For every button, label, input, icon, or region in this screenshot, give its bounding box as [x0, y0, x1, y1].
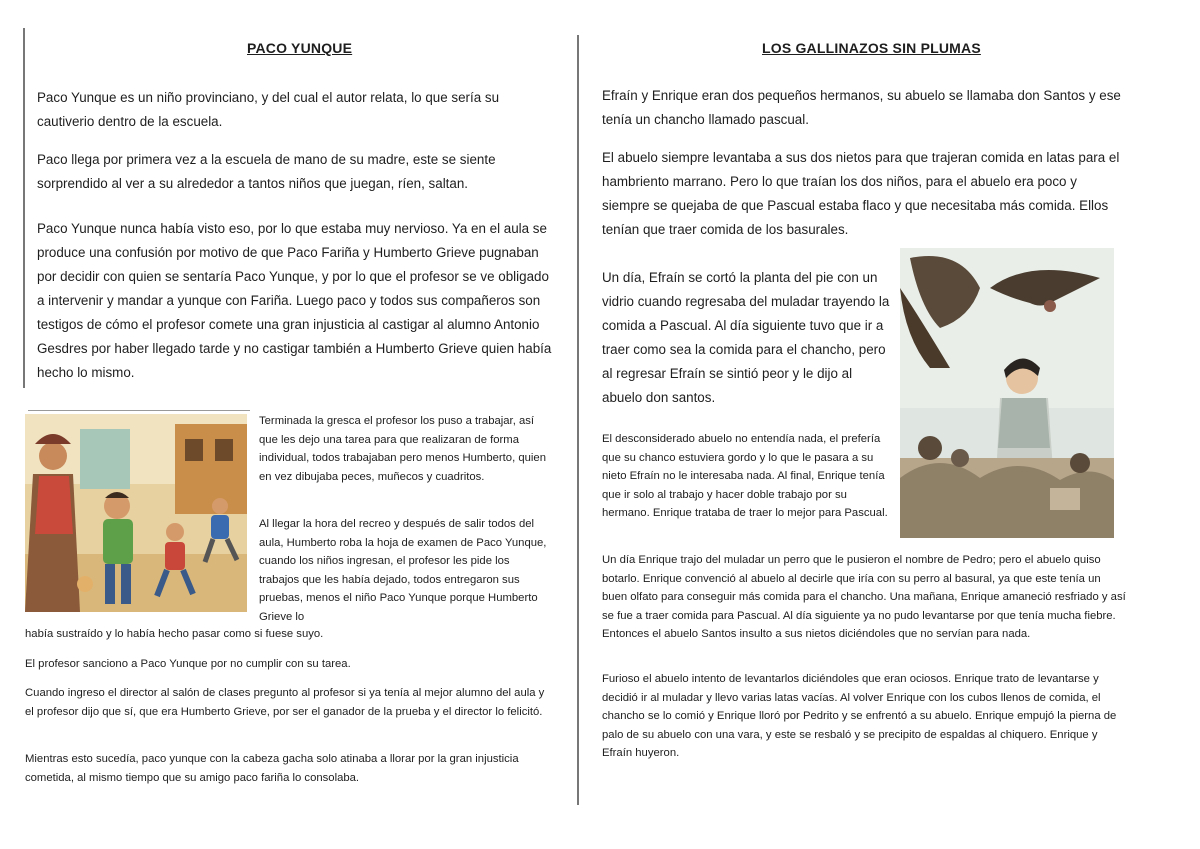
left-paragraph-8: Mientras esto sucedía, paco yunque con la cabeza gacha solo atinaba a llorar por la gran injusticia cometida, al mismo tiempo que su amigo paco fariña lo consolaba.	[25, 753, 519, 784]
left-paragraph-6: El profesor sanciono a Paco Yunque por no cumplir con su tarea.	[25, 658, 351, 670]
left-paragraph-5a: Al llegar la hora del recreo y después de salir todos del aula, Humberto roba la hoja de examen de Paco Yunque, cuando los niños ingresan, el profesor les pide los trabajos que les había dejado, todos entregaron sus pruebas, menos el niño Paco Yunque porque Humberto Grieve lo	[259, 518, 547, 623]
right-paragraph-1: Efraín y Enrique eran dos pequeños hermanos, su abuelo se llamaba don Santos y ese tenía un chancho llamado pascual.	[602, 88, 1121, 127]
right-paragraph-5: Un día Enrique trajo del muladar un perro que le pusieron el nombre de Pedro; pero el abuelo quiso botarlo. Enrique convenció al abuelo al decirle que iría con su perro al basural, ya que este tenía un buen olfato para conseguir más comida para el chancho. Una mañana, Enrique amaneció resfriado y así se fue a traer comida para Pascual. Al día siguiente ya no pudo levantarse por que tenía mucha fiebre. Entonces el abuelo Santos insulto a sus nietos diciéndoles que no servían para nada.	[602, 554, 1126, 641]
right-paragraph-6: Furioso el abuelo intento de levantarlos diciéndoles que eran ociosos. Enrique trato de levantarse y decidió ir al muladar y llevo varias latas vacías. Al volver Enrique con los cubos llenos de comida, el chancho se lo comió y Enrique lloró por Pedrito y se enfrentó a su abuelo. Enrique empujó la pierna de palo de su abuelo con una vara, y este se resbaló y se precipito de espaldas al chiquero. Enrique y Efraín huyeron.	[602, 673, 1117, 760]
right-paragraph-4: El desconsiderado abuelo no entendía nada, el prefería que su chanco estuviera gordo y lo que le pasara a su nieto Efraín no le interesaba nada. Al final, Enrique tenía que ir solo al trabajo y hacer doble trabajo por su hermano. Enrique trataba de traer lo mejor para Pascual.	[602, 433, 888, 520]
left-paragraph-3: Paco Yunque nunca había visto eso, por lo que estaba muy nervioso. Ya en el aula se produce una confusión por motivo de que Paco Fariña y Humberto Grieve pugnaban por decidir con quien se sentaría Paco Yunque, y por lo que el profesor se ve obligado a intervenir y mandar a yunque con Fariña. Luego paco y todos sus compañeros son testigos de cómo el profesor comete una gran injusticia al castigar al alumno Antonio Gesdres por haber llegado tarde y no castigar también a Humberto Grieve quien había hecho lo mismo.	[37, 221, 552, 380]
left-paragraph-7: Cuando ingreso el director al salón de clases pregunto al profesor si ya tenía al mejor alumno del aula y el profesor dijo que sí, que era Humberto Grieve, por ser el ganador de la prueba y el director lo felicitó.	[25, 687, 545, 718]
column-divider	[577, 35, 579, 805]
left-paragraph-2: Paco llega por primera vez a la escuela de mano de su madre, este se siente sorprendido al ver a su alrededor a tantos niños que juegan, ríen, saltan.	[37, 152, 496, 191]
right-paragraph-3: Un día, Efraín se cortó la planta del pie con un vidrio cuando regresaba del muladar trayendo la comida a Pascual. Al día siguiente tuvo que ir a traer como sea la comida para el chancho, pero al regresar Efraín se sintió peor y le dijo al abuelo don santos.	[602, 270, 890, 405]
gallinazos-title: LOS GALLINAZOS SIN PLUMAS	[762, 40, 981, 56]
schoolyard-illustration	[25, 414, 247, 612]
left-paragraph-4: Terminada la gresca el profesor los puso a trabajar, así que les dejo una tarea para que realizaran de forma individual, todos trabajaban pero menos Humberto, quien en vez dibujaba peces, muñecos y cuadritos.	[259, 415, 546, 483]
vultures-illustration	[900, 248, 1114, 538]
image-top-rule	[28, 410, 250, 411]
left-margin-rule	[23, 28, 25, 388]
paco-yunque-title: PACO YUNQUE	[247, 40, 353, 56]
left-paragraph-5b: había sustraído y lo había hecho pasar como si fuese suyo.	[25, 628, 324, 640]
left-paragraph-1: Paco Yunque es un niño provinciano, y del cual el autor relata, lo que sería su cautiverio dentro de la escuela.	[37, 90, 500, 129]
right-paragraph-2: El abuelo siempre levantaba a sus dos nietos para que trajeran comida en latas para el hambriento marrano. Pero lo que traían los dos niños, para el abuelo era poco y siempre se quejaba de que Pascual estaba flaco y que necesitaba más comida. Ellos tenían que traer comida de los basurales.	[602, 150, 1120, 237]
